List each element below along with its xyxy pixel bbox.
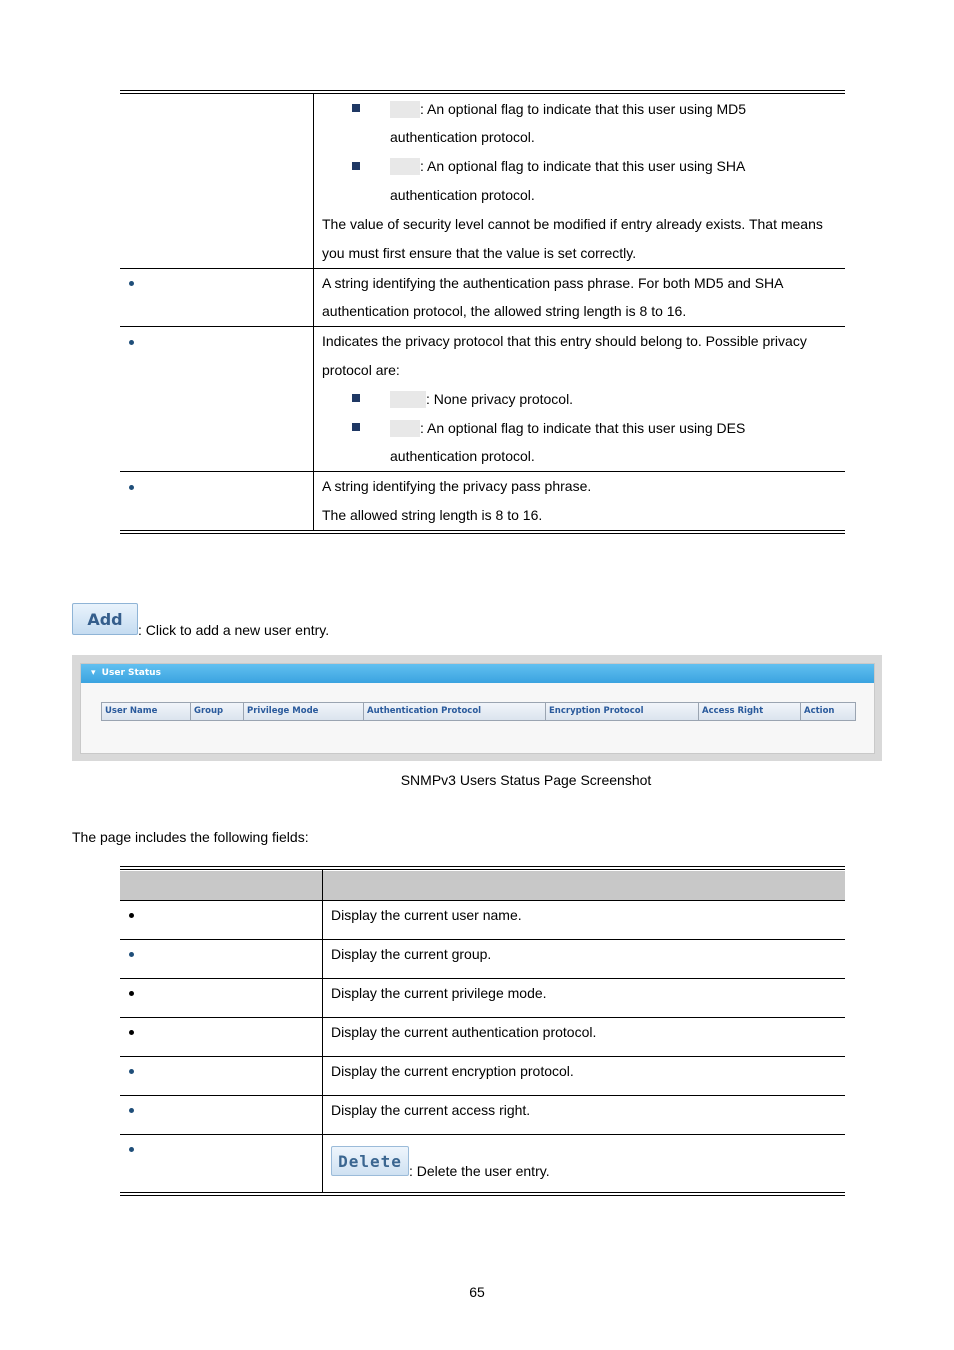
column-header-privilege-mode: Privilege Mode	[244, 703, 364, 720]
option-description: authentication protocol.	[390, 448, 535, 464]
column-header-user-name: User Name	[102, 703, 191, 720]
field-description: Display the current privilege mode.	[331, 985, 547, 1001]
note-text: you must first ensure that the value is set correctly.	[322, 245, 637, 261]
column-header-access-right: Access Right	[699, 703, 801, 720]
option-description: : An optional flag to indicate that this user using MD5	[420, 101, 747, 117]
option-description: authentication protocol.	[390, 187, 535, 203]
highlight-placeholder	[390, 391, 426, 408]
note-text: The value of security level cannot be modified if entry already exists. That means	[322, 216, 823, 232]
page-number: 65	[469, 1284, 485, 1300]
column-header-authentication-protocol: Authentication Protocol	[364, 703, 546, 720]
highlight-placeholder	[390, 158, 420, 175]
field-description: Display the current access right.	[331, 1102, 531, 1118]
column-header-group: Group	[191, 703, 244, 720]
description-text: Indicates the privacy protocol that this entry should belong to. Possible privacy	[322, 333, 807, 349]
column-divider	[322, 870, 323, 1193]
square-bullet-icon	[352, 394, 360, 402]
table-bottom-rule-2	[120, 1195, 845, 1196]
row-divider	[120, 978, 845, 979]
field-description: Display the current group.	[331, 946, 492, 962]
bullet-icon	[129, 991, 134, 996]
column-header-action: Action	[804, 706, 835, 716]
option-description: : An optional flag to indicate that this user using SHA	[420, 158, 746, 174]
table-bottom-rule	[120, 530, 845, 531]
column-header-encryption-protocol: Encryption Protocol	[546, 703, 699, 720]
square-bullet-icon	[352, 423, 360, 431]
table-header-row	[120, 871, 845, 900]
row-divider	[120, 326, 845, 327]
row-divider	[120, 1017, 845, 1018]
table-bottom-rule-2	[120, 533, 845, 534]
square-bullet-icon	[352, 162, 360, 170]
collapse-arrow-icon[interactable]: ▾	[91, 668, 96, 678]
user-status-screenshot	[72, 655, 882, 761]
bullet-icon	[129, 1147, 134, 1152]
table-top-rule-2	[120, 93, 845, 94]
field-description: Display the current user name.	[331, 907, 522, 923]
field-description: Display the current encryption protocol.	[331, 1063, 574, 1079]
option-description: : None privacy protocol.	[426, 391, 574, 407]
description-text: A string identifying the privacy pass phrase.	[322, 478, 592, 494]
square-bullet-icon	[352, 104, 360, 112]
delete-button-description: : Delete the user entry.	[409, 1163, 550, 1179]
row-divider	[120, 268, 845, 269]
row-divider	[120, 939, 845, 940]
table-top-rule	[120, 90, 845, 91]
field-description: Display the current authentication protocol.	[331, 1024, 597, 1040]
row-divider	[120, 900, 845, 901]
highlight-placeholder	[390, 420, 420, 437]
row-divider	[120, 1095, 845, 1096]
option-description: authentication protocol.	[390, 129, 535, 145]
row-divider	[120, 1134, 845, 1135]
delete-button[interactable]: Delete	[331, 1146, 409, 1176]
intro-text: The page includes the following fields:	[72, 829, 309, 845]
bullet-icon	[129, 281, 134, 286]
bullet-icon	[129, 1108, 134, 1113]
bullet-icon	[129, 1030, 134, 1035]
add-button[interactable]: Add	[72, 603, 138, 635]
user-status-panel	[80, 663, 875, 754]
bullet-icon	[129, 952, 134, 957]
panel-header[interactable]	[81, 664, 874, 683]
highlight-placeholder	[390, 101, 420, 118]
add-button-description: : Click to add a new user entry.	[138, 622, 330, 638]
bullet-icon	[129, 340, 134, 345]
description-text: A string identifying the authentication pass phrase. For both MD5 and SHA	[322, 275, 784, 291]
row-divider	[120, 471, 845, 472]
table-top-rule-2	[120, 869, 845, 870]
user-status-table-header	[101, 702, 856, 721]
panel-title: User Status	[101, 668, 161, 678]
table-top-rule	[120, 866, 845, 867]
bullet-icon	[129, 485, 134, 490]
figure-caption: SNMPv3 Users Status Page Screenshot	[400, 772, 652, 788]
description-text: protocol are:	[322, 362, 400, 378]
table-bottom-rule	[120, 1192, 845, 1193]
column-divider	[313, 93, 314, 531]
description-text: The allowed string length is 8 to 16.	[322, 507, 543, 523]
bullet-icon	[129, 1069, 134, 1074]
description-text: authentication protocol, the allowed string length is 8 to 16.	[322, 303, 687, 319]
bullet-icon	[129, 913, 134, 918]
option-description: : An optional flag to indicate that this user using DES	[420, 420, 746, 436]
row-divider	[120, 1056, 845, 1057]
